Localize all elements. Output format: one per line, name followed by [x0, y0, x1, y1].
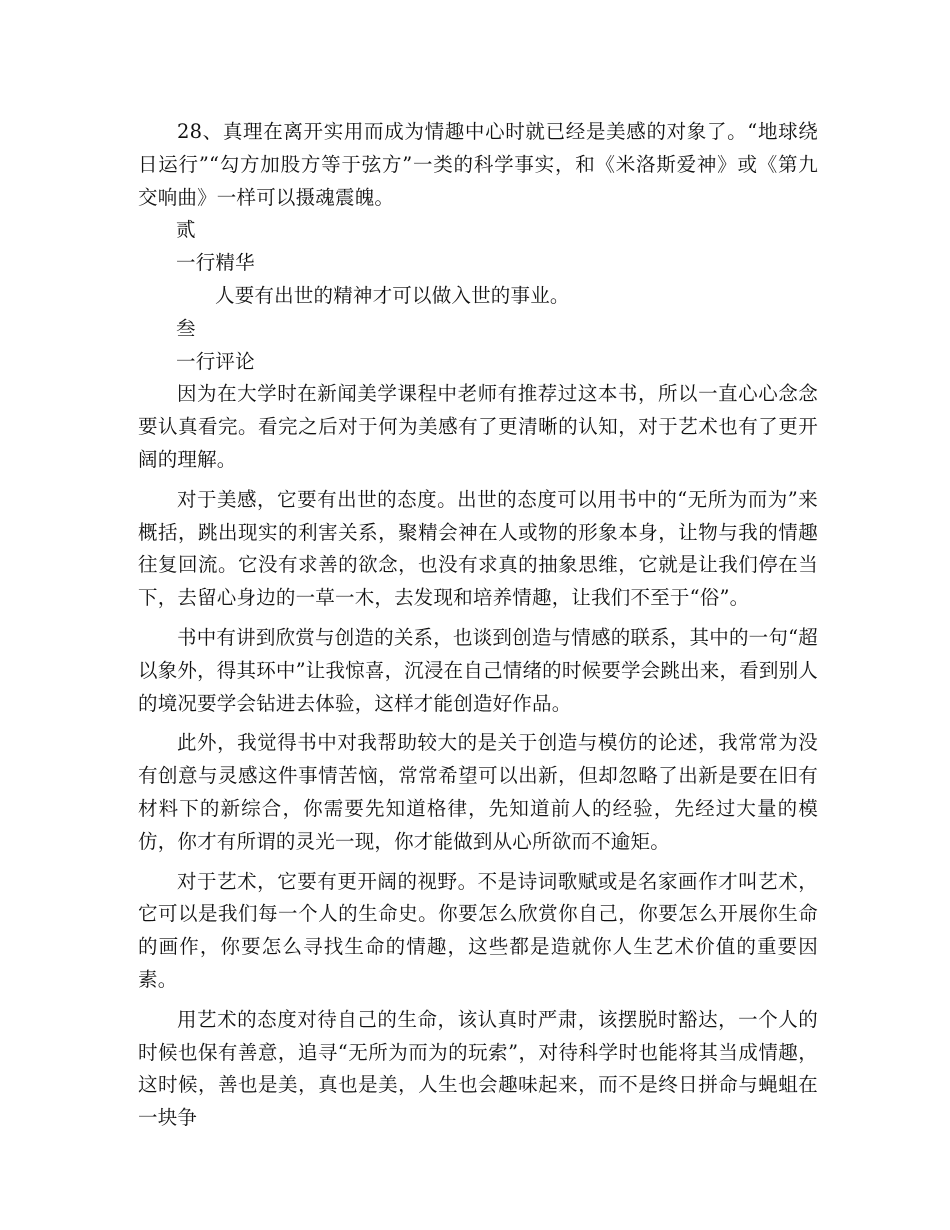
- essence-quote: 人要有出世的精神才可以做入世的事业。: [215, 283, 570, 307]
- paragraph-art-attitude-life: 用艺术的态度对待自己的生命，该认真时严肃，该摆脱时豁达，一个人的时候也保有善意，追寻“无所为而为的玩索”，对待科学时也能将其当成情趣，这时候，善也是美，真也是美，人生也会趣味起来，而不是终日拼命与蝇蛆在一块争: [138, 1007, 818, 1130]
- paragraph-truth-beauty: 28、真理在离开实用而成为情趣中心时就已经是美感的对象了。“地球绕日运行”“勾方加股方等于弦方”一类的科学事实，和《米洛斯爱神》或《第九交响曲》一样可以摄魂震魄。: [138, 120, 818, 209]
- section-number-three: 叁: [176, 316, 196, 340]
- section-number-two: 贰: [176, 218, 196, 242]
- section-heading-comment: 一行评论: [176, 349, 255, 373]
- paragraph-reading-reason: 因为在大学时在新闻美学课程中老师有推荐过这本书，所以一直心心念念要认真看完。看完之后对于何为美感有了更清晰的认知，对于艺术也有了更开阔的理解。: [138, 382, 818, 471]
- paragraph-aesthetic-attitude: 对于美感，它要有出世的态度。出世的态度可以用书中的“无所为而为”来概括，跳出现实的利害关系，聚精会神在人或物的形象本身，让物与我的情趣往复回流。它没有求善的欲念，也没有求真的抽象思维，它就是让我们停在当下，去留心身边的一草一木，去发现和培养情趣，让我们不至于“俗”。: [138, 487, 818, 610]
- section-heading-essence: 一行精华: [176, 251, 255, 275]
- paragraph-appreciation-creation: 书中有讲到欣赏与创造的关系，也谈到创造与情感的联系，其中的一句“超以象外，得其环中”让我惊喜，沉浸在自己情绪的时候要学会跳出来，看到别人的境况要学会钻进去体验，这样才能创造好作品。: [138, 625, 818, 715]
- paragraph-creation-imitation: 此外，我觉得书中对我帮助较大的是关于创造与模仿的论述，我常常为没有创意与灵感这件事情苦恼，常常希望可以出新，但却忽略了出新是要在旧有材料下的新综合，你需要先知道格律，先知道前人的经验，先经过大量的模仿，你才有所谓的灵光一现，你才能做到从心所欲而不逾矩。: [138, 731, 818, 853]
- paragraph-art-vision: 对于艺术，它要有更开阔的视野。不是诗词歌赋或是名家画作才叫艺术，它可以是我们每一个人的生命史。你要怎么欣赏你自己，你要怎么开展你生命的画作，你要怎么寻找生命的情趣，这些都是造就你人生艺术价值的重要因素。: [138, 869, 818, 991]
